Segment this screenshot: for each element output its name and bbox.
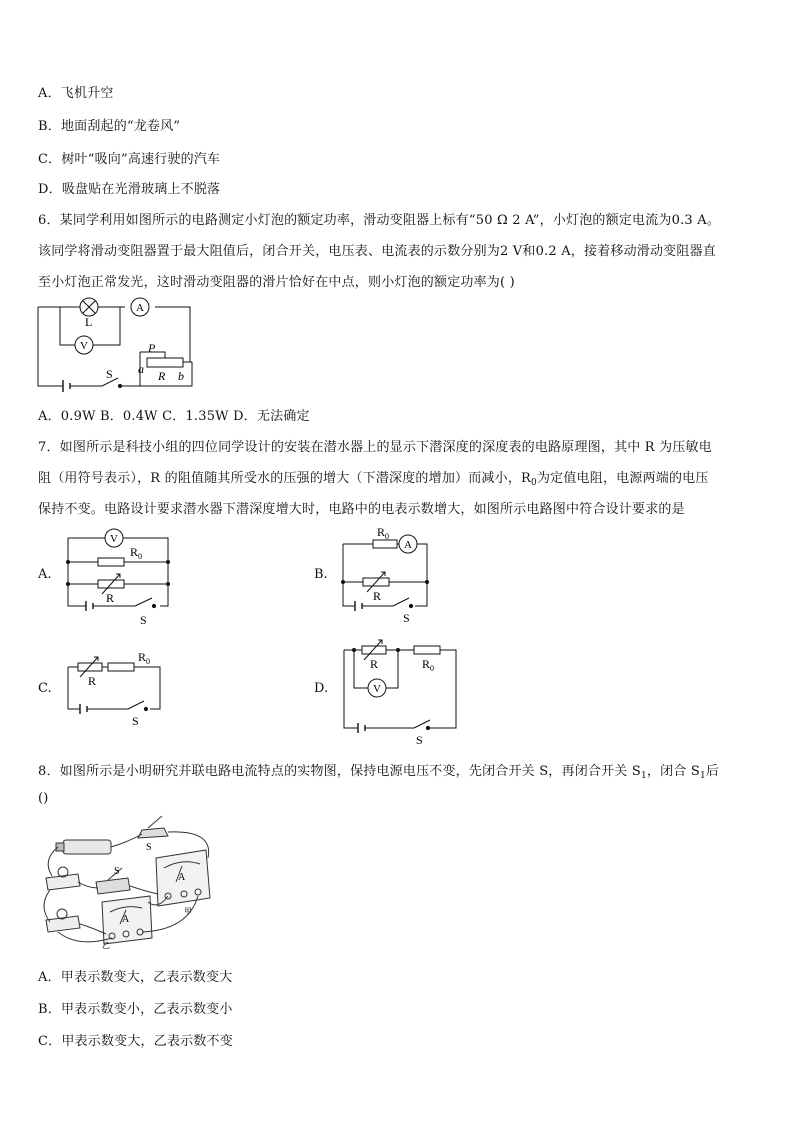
q7c-r0-label: $R_0$ [138, 650, 151, 666]
q5-option-b: B．地面刮起的“龙卷风” [38, 119, 181, 134]
q7c-r-label: R [88, 674, 97, 688]
q7-circuit-a [60, 524, 180, 629]
q7d-r-label: R [370, 657, 379, 671]
q6-text-line1: 6．某同学利用如图所示的电路测定小灯泡的额定功率，滑动变阻器上标有“50 Ω 2 A”，小灯泡的额定电流为0.3 A。 [38, 213, 721, 228]
q8-switch-s1-label: S [146, 842, 152, 853]
q7d-switch-label: S [416, 733, 423, 747]
q7d-r0-label: $R_0$ [422, 657, 435, 673]
q5-option-a: A．飞机升空 [38, 86, 114, 101]
q6-lamp-label: L [85, 315, 93, 329]
q7a-r-label: R [106, 591, 115, 605]
q7-circuit-c [60, 647, 170, 747]
q7c-switch-label: S [132, 714, 139, 728]
q8-apparatus-photo [38, 810, 218, 950]
q6-ammeter-label: A [136, 302, 144, 314]
q7-circuit-d [336, 632, 466, 747]
q7b-switch-label: S [403, 611, 410, 625]
q7-option-c-label: C. [38, 681, 52, 696]
q5-option-d: D．吸盘贴在光滑玻璃上不脱落 [38, 182, 221, 197]
q8-meter-jia-label: 甲 [184, 907, 192, 916]
q8-text-line2: () [38, 791, 49, 806]
q6-slider-label: P [148, 341, 156, 355]
q6-end-a-label: a [138, 362, 144, 376]
q8-option-b: B．甲表示数变小，乙表示数变小 [38, 1002, 233, 1017]
q7-text-line3: 保持不变。电路设计要求潜水器下潜深度增大时，电路中的电表示数增大，如图所示电路图中符合设计要求的是 [38, 502, 685, 517]
q7-option-b-label: B. [314, 567, 328, 582]
q7d-voltmeter-label: V [373, 683, 381, 695]
q7b-ammeter-label: A [404, 539, 412, 551]
q8-meter-yi-unit: A [122, 914, 130, 925]
q7b-r0-label: $R_0$ [377, 525, 390, 541]
q7a-r0-label: $R_0$ [130, 545, 143, 561]
q6-voltmeter-label: V [80, 340, 88, 352]
q7-option-a-label: A. [38, 567, 52, 582]
q6-text-line2: 该同学将滑动变阻器置于最大阻值后，闭合开关，电压表、电流表的示数分别为2 V和0.2 A，接着移动滑动变阻器直 [38, 244, 716, 259]
q6-switch-label: S [106, 367, 113, 381]
q8-meter-yi-label: 乙 [102, 941, 110, 950]
q6-options: A．0.9W B．0.4W C．1.35W D．无法确定 [38, 409, 310, 424]
q8-switch-s-label: S [114, 866, 120, 877]
q5-option-c: C．树叶“吸向”高速行驶的汽车 [38, 152, 221, 167]
q7a-voltmeter-label: V [110, 533, 118, 545]
q7b-r-label: R [373, 589, 382, 603]
q8-option-c: C．甲表示数变大，乙表示数不变 [38, 1034, 233, 1049]
q8-text-line1: 8．如图所示是小明研究并联电路电流特点的实物图，保持电源电压不变，先闭合开关 S，再闭合开关 $S_1$，闭合 $S_1$后 [38, 764, 720, 781]
q8-option-a: A．甲表示数变大，乙表示数变大 [38, 970, 233, 985]
q6-resistor-label: R [158, 369, 166, 383]
q8-meter-jia-unit: A [178, 872, 186, 883]
q7-option-d-label: D. [314, 681, 329, 696]
q7a-switch-label: S [140, 613, 147, 627]
q6-text-line3: 至小灯泡正常发光，这时滑动变阻器的滑片恰好在中点，则小灯泡的额定功率为( ) [38, 275, 515, 290]
q7-text-line2: 阻（用符号表示），R 的阻值随其所受水的压强的增大（下潜深度的增加）而减小，$R_0$为定值电阻，电源两端的电压 [38, 471, 709, 488]
q7-circuit-b [335, 524, 440, 629]
q7-text-line1: 7．如图所示是科技小组的四位同学设计的安装在潜水器上的显示下潜深度的深度表的电路原理图，其中 R 为压敏电 [38, 440, 712, 455]
q6-circuit-diagram [30, 290, 205, 395]
q6-end-b-label: b [178, 369, 184, 383]
